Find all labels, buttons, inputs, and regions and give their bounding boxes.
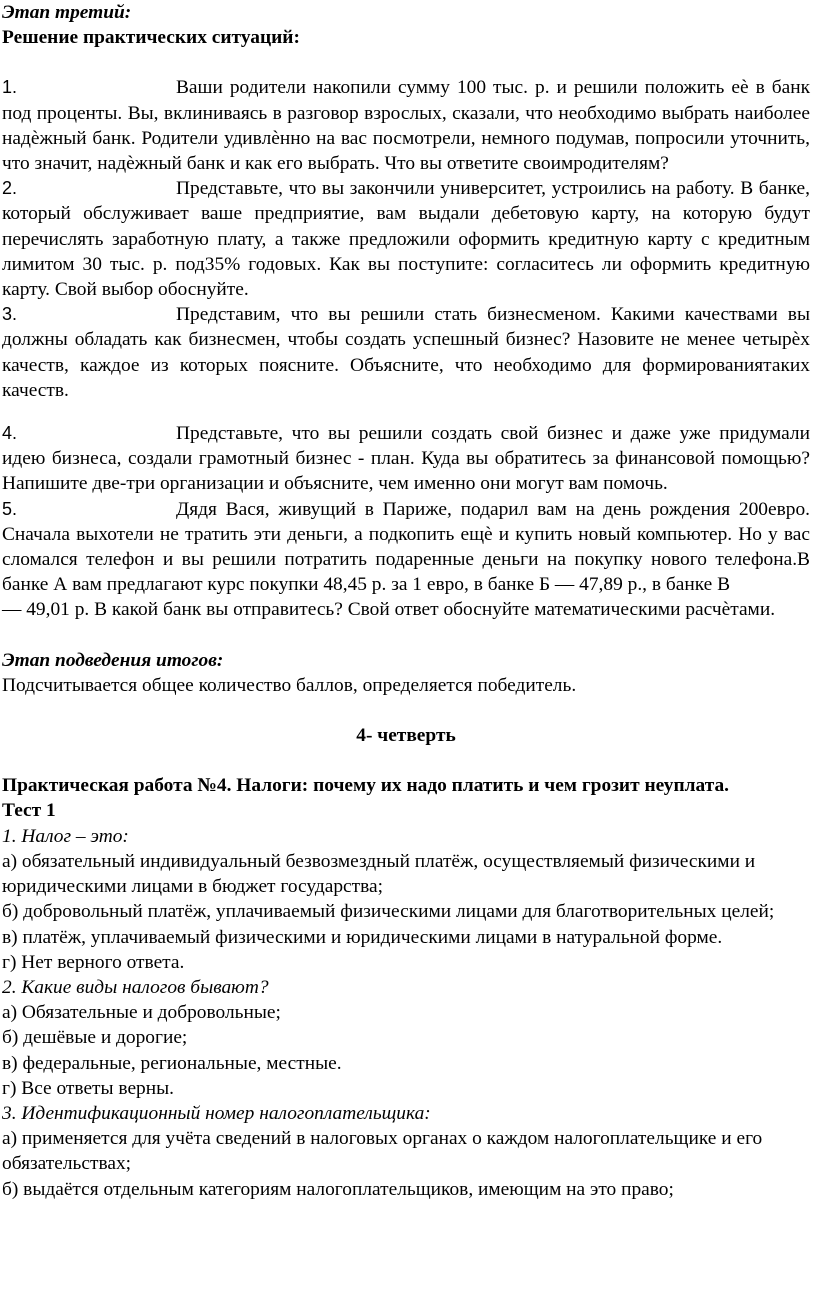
spacer [2,403,810,421]
task-5 [2,497,810,598]
stage3-title: Этап третий: [2,2,132,23]
spacer [2,50,810,75]
answer: б) добровольный платёж, уплачиваемый физическими лицами для благотворительных целей; [2,901,775,923]
task-text: Ваши родители накопили сумму 100 тыс. р. и решили положить еѐ в банк под проценты. Вы, вклиниваясь в разговор взрослых, сказали, что необходимо выбрать наиболее надѐжный банк. Родители удивлѐнно на вас посмотрели, немного подумав, попросили уточнить, что значит, надѐжный банк и как его выбрать. Что вы ответите своимродителям? [2,77,810,175]
question-2: 2. Какие виды налогов бывают? [2,976,269,998]
task-4 [2,421,810,497]
question-3: 3. Идентификационный номер налогоплательщика: [2,1102,431,1124]
task-text: Дядя Вася, живущий в Париже, подарил вам на день рождения 200евро. Сначала выхотели не тратить эти деньги, а подкопить ещѐ и купить новый компьютер. Но у вас сломался телефон и вы решили потратить подаренные деньги на покупку нового телефона.В банке А вам предлагают курс покупки 48,45 р. за 1 евро, в банке Б — 47,89 р., в банке В [2,498,810,596]
answer: г) Все ответы верны. [2,1077,174,1099]
task-5-continued: — 49,01 р. В какой банк вы отправитесь? Свой ответ обоснуйте математическими расчѐтами. [2,599,776,621]
question-1: 1. Налог – это: [2,825,129,847]
task-text: Представьте, что вы решили создать свой бизнес и даже уже придумали идею бизнеса, создали грамотный бизнес - план. Куда вы обратитесь за финансовой помощью? Напишите две-три организации и объясните, чем именно они могут вам помочь. [2,423,810,495]
summary-title: Этап подведения итогов: [2,649,224,671]
task-text: Представьте, что вы закончили университет, устроились на работу. В банке, который обслуживает ваше предприятие, вам выдали дебетовую карту, на которую будут перечислять заработную плату, а также предложили оформить кредитную карту с кредитным лимитом 30 тыс. р. под35% годовых. Как вы поступите: согласитесь ли оформить кредитную карту. Свой выбор обоснуйте. [2,178,810,301]
spacer [2,698,810,723]
answer: в) федеральные, региональные, местные. [2,1052,342,1074]
task-text: Представим, что вы решили стать бизнесменом. Какими качествами вы должны обладать как бизнесмен, чтобы создать успешный бизнес? Назовите не менее четырѐх качеств, каждое из которых поясните. Объясните, что необходимо для формированиятаких качеств. [2,304,810,401]
task-2 [2,176,810,302]
answer: а) обязательный индивидуальный безвозмездный платёж, осуществляемый физическими и юридическими лицами в бюджет государства; [2,850,756,898]
answer: г) Нет верного ответа. [2,951,185,973]
summary-text: Подсчитывается общее количество баллов, определяется победитель. [2,674,577,696]
quarter-heading: 4- четверть [356,725,456,747]
task-number: 1. [2,77,18,98]
answer: в) платёж, уплачиваемый физическими и юридическими лицами в натуральной форме. [2,926,723,948]
answer: б) дешёвые и дорогие; [2,1027,188,1049]
test-title: Тест 1 [2,800,56,822]
task-number: 3. [2,304,18,325]
stage3-subtitle: Решение практических ситуаций: [2,27,300,49]
task-number: 5. [2,498,18,519]
task-number: 2. [2,178,18,199]
task-3 [2,302,810,403]
answer: а) применяется для учёта сведений в налоговых органах о каждом налогоплательщике и его обязательствах; [2,1128,763,1175]
spacer [2,623,810,648]
practical-title: Практическая работа №4. Налоги: почему их надо платить и чем грозит неуплата. [2,775,730,797]
task-number: 4. [2,423,18,444]
answer: а) Обязательные и добровольные; [2,1002,281,1024]
task-1 [2,75,810,176]
answer: б) выдаётся отдельным категориям налогоплательщиков, имеющим на это право; [2,1178,674,1200]
spacer [2,748,810,773]
